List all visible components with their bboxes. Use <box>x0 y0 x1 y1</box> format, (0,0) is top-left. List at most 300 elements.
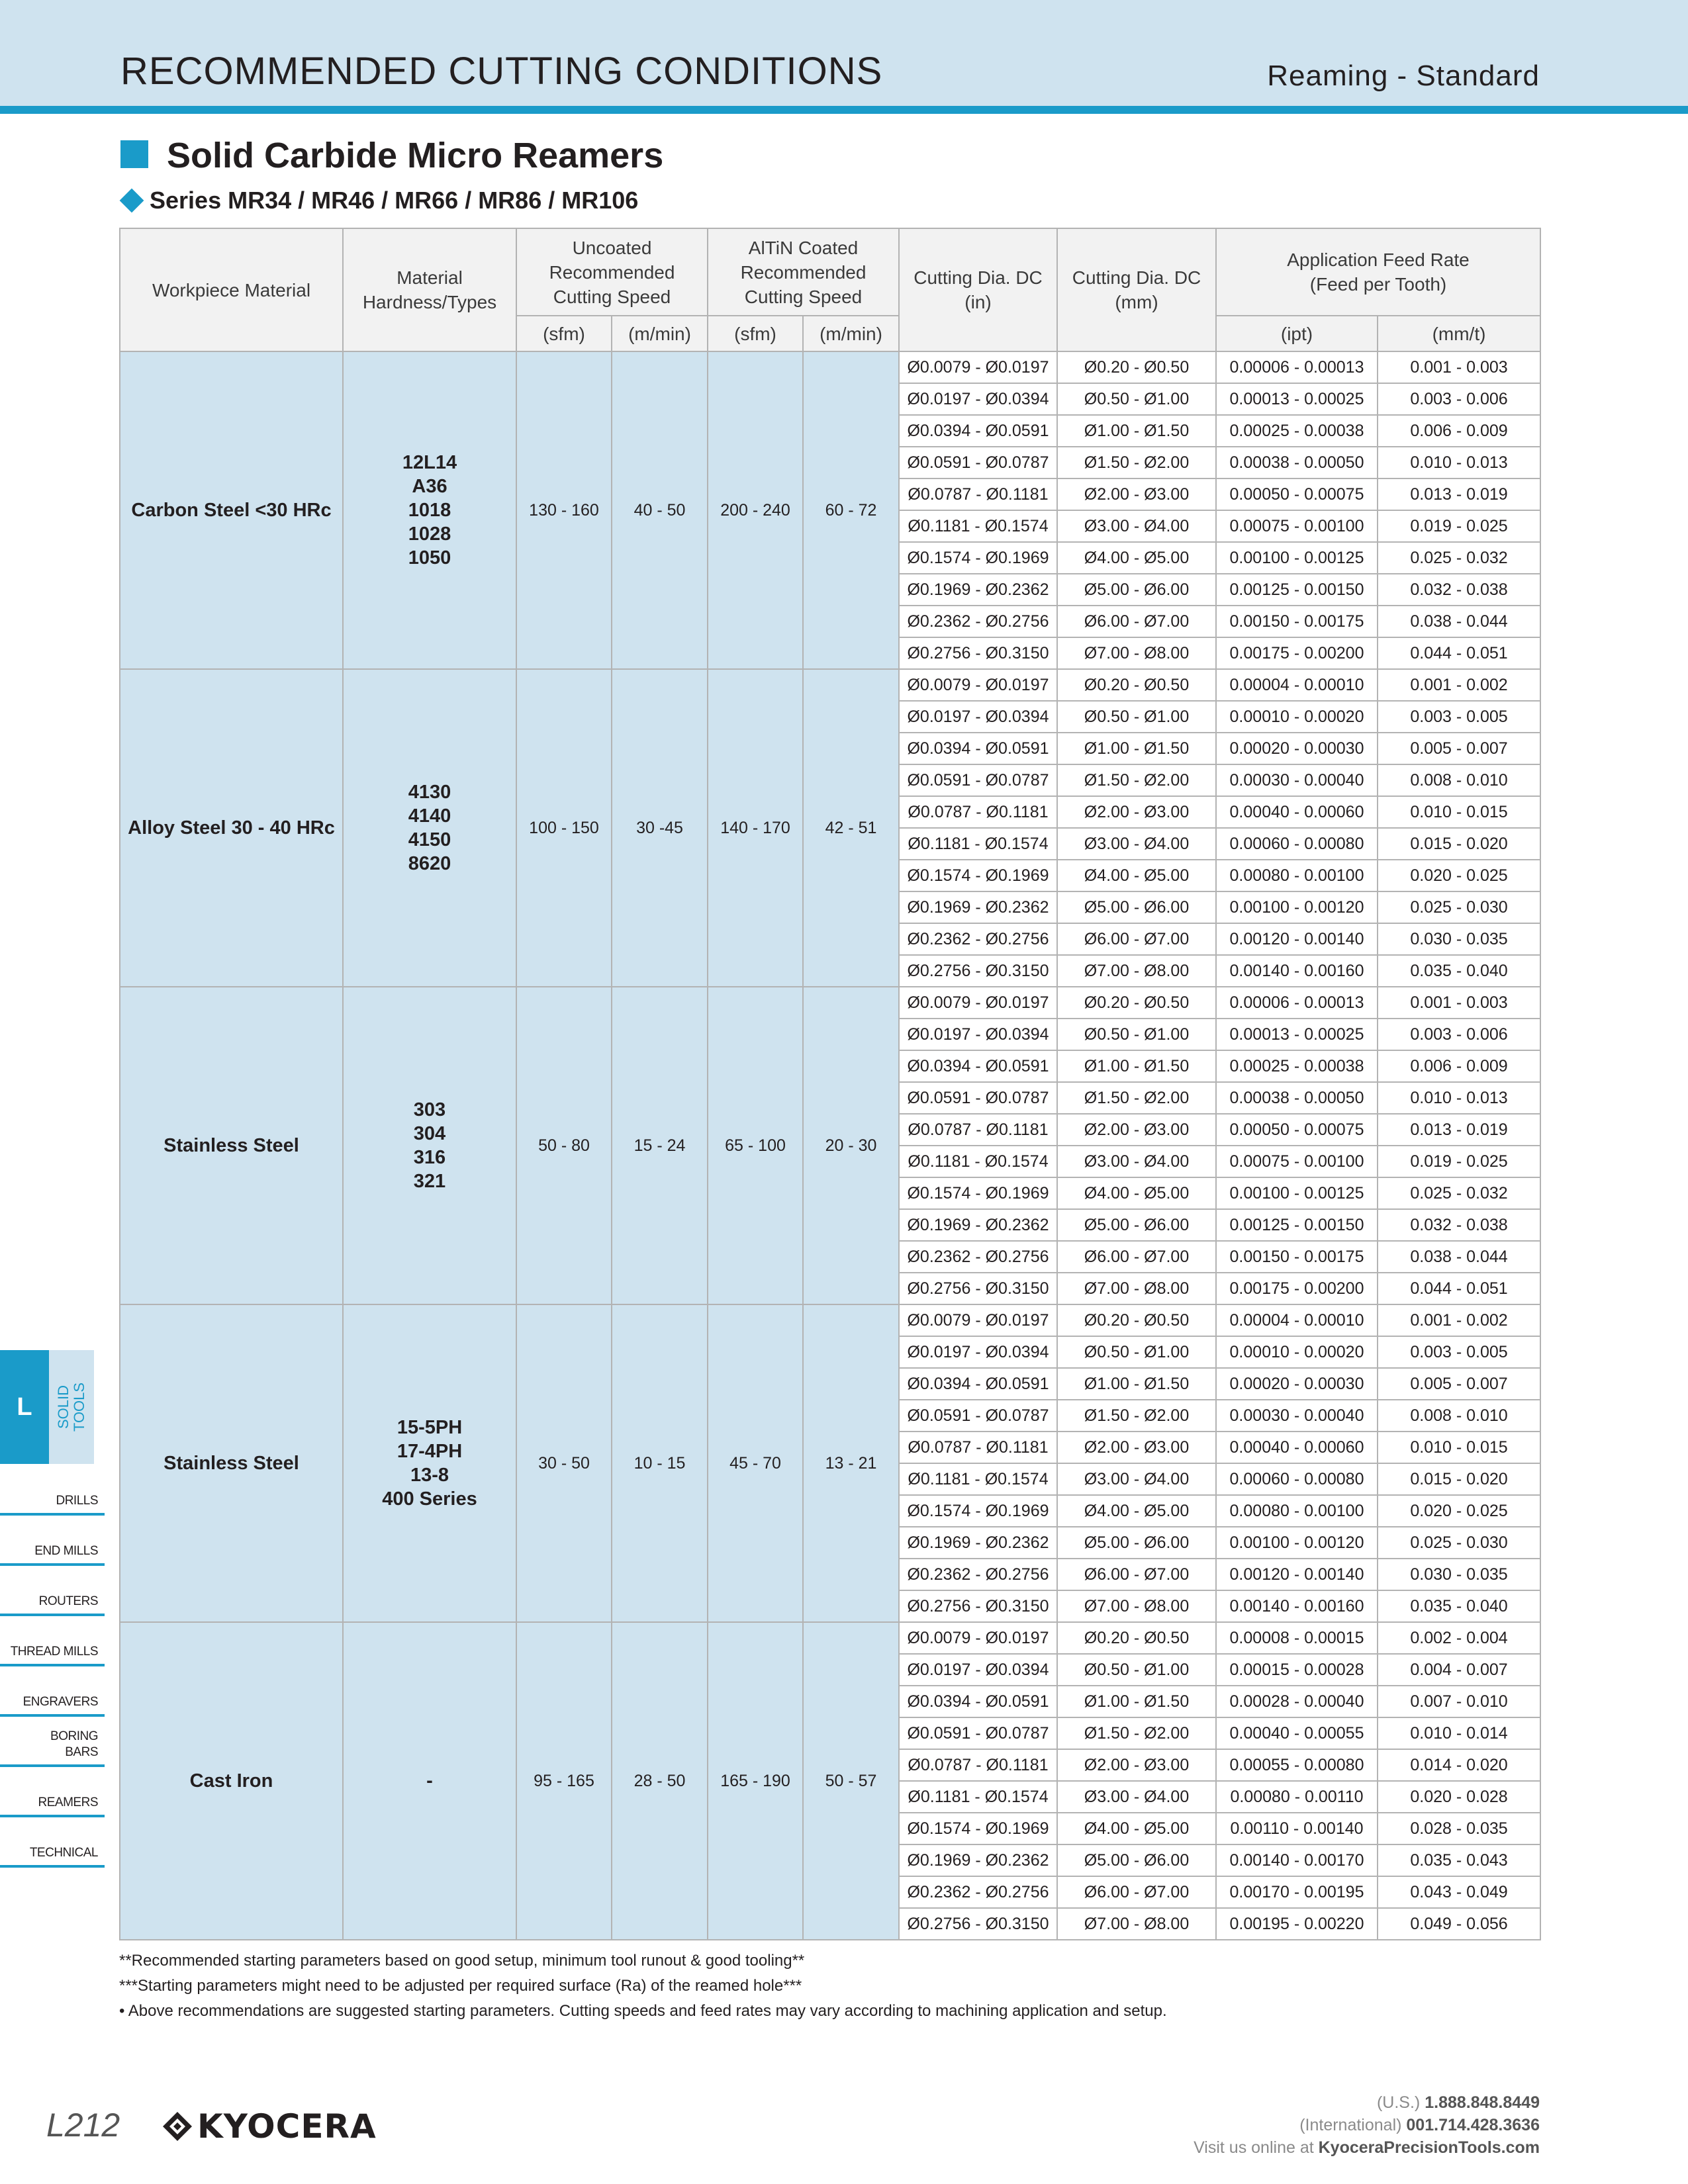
feed-mmt-cell: 0.013 - 0.019 <box>1378 1114 1540 1146</box>
feed-mmt-cell: 0.030 - 0.035 <box>1378 923 1540 955</box>
diameter-in-cell: Ø0.1969 - Ø0.2362 <box>899 1844 1057 1876</box>
us-phone: 1.888.848.8449 <box>1425 2093 1540 2112</box>
feed-ipt-cell: 0.00140 - 0.00160 <box>1216 955 1378 987</box>
feed-mmt-cell: 0.008 - 0.010 <box>1378 764 1540 796</box>
feed-ipt-cell: 0.00050 - 0.00075 <box>1216 1114 1378 1146</box>
diameter-mm-cell: Ø5.00 - Ø6.00 <box>1057 574 1216 606</box>
workpiece-material-cell: Carbon Steel <30 HRc <box>120 351 343 669</box>
feed-ipt-cell: 0.00006 - 0.00013 <box>1216 351 1378 383</box>
uncoated-sfm-cell: 130 - 160 <box>516 351 612 669</box>
feed-ipt-cell: 0.00038 - 0.00050 <box>1216 447 1378 478</box>
material-type: 1018 <box>408 500 451 521</box>
section-tab-label-line: SOLID <box>55 1385 71 1430</box>
diameter-in-cell: Ø0.0394 - Ø0.0591 <box>899 1050 1057 1082</box>
diameter-mm-cell: Ø1.00 - Ø1.50 <box>1057 1686 1216 1717</box>
diameter-mm-cell: Ø3.00 - Ø4.00 <box>1057 1781 1216 1813</box>
feed-ipt-cell: 0.00028 - 0.00040 <box>1216 1686 1378 1717</box>
altin-sfm-cell: 45 - 70 <box>708 1304 803 1622</box>
material-type: A36 <box>412 476 447 497</box>
unit-sfm: (sfm) <box>516 316 612 351</box>
diameter-in-cell: Ø0.1181 - Ø0.1574 <box>899 1146 1057 1177</box>
diameter-mm-cell: Ø1.00 - Ø1.50 <box>1057 415 1216 447</box>
diameter-in-cell: Ø0.0394 - Ø0.0591 <box>899 1686 1057 1717</box>
diameter-in-cell: Ø0.0591 - Ø0.0787 <box>899 1400 1057 1432</box>
feed-ipt-cell: 0.00004 - 0.00010 <box>1216 1304 1378 1336</box>
material-type: 8620 <box>408 853 451 874</box>
diameter-in-cell: Ø0.0394 - Ø0.0591 <box>899 1368 1057 1400</box>
nav-item-engravers[interactable] <box>0 1668 105 1717</box>
feed-mmt-cell: 0.003 - 0.005 <box>1378 1336 1540 1368</box>
diameter-in-cell: Ø0.2362 - Ø0.2756 <box>899 1876 1057 1908</box>
uncoated-sfm-cell: 95 - 165 <box>516 1622 612 1940</box>
material-type: 12L14 <box>402 452 457 473</box>
nav-item-end-mills[interactable] <box>0 1517 105 1566</box>
diameter-in-cell: Ø0.0394 - Ø0.0591 <box>899 733 1057 764</box>
feed-ipt-cell: 0.00120 - 0.00140 <box>1216 1559 1378 1590</box>
feed-mmt-cell: 0.006 - 0.009 <box>1378 1050 1540 1082</box>
feed-ipt-cell: 0.00025 - 0.00038 <box>1216 1050 1378 1082</box>
feed-mmt-cell: 0.038 - 0.044 <box>1378 606 1540 637</box>
feed-ipt-cell: 0.00013 - 0.00025 <box>1216 1019 1378 1050</box>
feed-ipt-cell: 0.00175 - 0.00200 <box>1216 637 1378 669</box>
table-row <box>120 669 1540 701</box>
uncoated-mmin-cell: 10 - 15 <box>612 1304 708 1622</box>
diameter-mm-cell: Ø6.00 - Ø7.00 <box>1057 606 1216 637</box>
workpiece-material-cell: Cast Iron <box>120 1622 343 1940</box>
material-type: 303 <box>413 1099 446 1120</box>
material-type: 15-5PH <box>397 1417 463 1438</box>
diameter-mm-cell: Ø3.00 - Ø4.00 <box>1057 510 1216 542</box>
feed-mmt-cell: 0.003 - 0.006 <box>1378 1019 1540 1050</box>
diameter-in-cell: Ø0.1574 - Ø0.1969 <box>899 1495 1057 1527</box>
table-row <box>120 351 1540 383</box>
feed-ipt-cell: 0.00080 - 0.00100 <box>1216 1495 1378 1527</box>
material-types-cell <box>343 351 516 669</box>
diameter-in-cell: Ø0.0079 - Ø0.0197 <box>899 987 1057 1019</box>
feed-mmt-cell: 0.010 - 0.015 <box>1378 1432 1540 1463</box>
material-type: 1050 <box>408 547 451 569</box>
material-type: 4140 <box>408 805 451 827</box>
diameter-in-cell: Ø0.1969 - Ø0.2362 <box>899 1209 1057 1241</box>
section-tab-letter: L <box>17 1392 32 1421</box>
diameter-mm-cell: Ø6.00 - Ø7.00 <box>1057 1876 1216 1908</box>
diameter-mm-cell: Ø3.00 - Ø4.00 <box>1057 828 1216 860</box>
us-label: (U.S.) <box>1376 2093 1421 2112</box>
feed-ipt-cell: 0.00030 - 0.00040 <box>1216 764 1378 796</box>
uncoated-sfm-cell: 30 - 50 <box>516 1304 612 1622</box>
feed-mmt-cell: 0.010 - 0.013 <box>1378 447 1540 478</box>
diameter-in-cell: Ø0.1969 - Ø0.2362 <box>899 1527 1057 1559</box>
feed-ipt-cell: 0.00110 - 0.00140 <box>1216 1813 1378 1844</box>
feed-ipt-cell: 0.00195 - 0.00220 <box>1216 1908 1378 1940</box>
diameter-in-cell: Ø0.0591 - Ø0.0787 <box>899 764 1057 796</box>
diameter-mm-cell: Ø4.00 - Ø5.00 <box>1057 1177 1216 1209</box>
feed-ipt-cell: 0.00010 - 0.00020 <box>1216 701 1378 733</box>
feed-ipt-cell: 0.00010 - 0.00020 <box>1216 1336 1378 1368</box>
diameter-in-cell: Ø0.2756 - Ø0.3150 <box>899 955 1057 987</box>
nav-item-label: REAMERS <box>38 1796 98 1809</box>
section-title: Solid Carbide Micro Reamers <box>167 136 664 175</box>
note-line: • Above recommendations are suggested starting parameters. Cutting speeds and feed rates may vary according to machining application and setup. <box>119 2002 1167 2020</box>
diameter-in-cell: Ø0.1181 - Ø0.1574 <box>899 1463 1057 1495</box>
nav-item-label: ROUTERS <box>38 1594 98 1608</box>
diameter-in-cell: Ø0.0787 - Ø0.1181 <box>899 796 1057 828</box>
material-type: 4150 <box>408 829 451 850</box>
nav-item-label: ENGRAVERS <box>23 1695 98 1709</box>
intl-phone: 001.714.428.3636 <box>1406 2116 1540 2134</box>
diameter-in-cell: Ø0.1181 - Ø0.1574 <box>899 1781 1057 1813</box>
uncoated-sfm-cell: 50 - 80 <box>516 987 612 1304</box>
diameter-mm-cell: Ø4.00 - Ø5.00 <box>1057 860 1216 891</box>
feed-mmt-cell: 0.008 - 0.010 <box>1378 1400 1540 1432</box>
diameter-mm-cell: Ø7.00 - Ø8.00 <box>1057 637 1216 669</box>
material-type: 321 <box>413 1171 446 1192</box>
altin-mmin-cell: 42 - 51 <box>803 669 899 987</box>
kyocera-logo-icon <box>162 2111 193 2142</box>
altin-mmin-cell: 50 - 57 <box>803 1622 899 1940</box>
nav-item-label: BORING BARS <box>50 1729 98 1759</box>
feed-mmt-cell: 0.020 - 0.025 <box>1378 1495 1540 1527</box>
diameter-in-cell: Ø0.1574 - Ø0.1969 <box>899 1177 1057 1209</box>
uncoated-sfm-cell: 100 - 150 <box>516 669 612 987</box>
feed-ipt-cell: 0.00004 - 0.00010 <box>1216 669 1378 701</box>
nav-item-label: DRILLS <box>56 1494 98 1508</box>
feed-ipt-cell: 0.00060 - 0.00080 <box>1216 1463 1378 1495</box>
diameter-in-cell: Ø0.2756 - Ø0.3150 <box>899 1273 1057 1304</box>
feed-mmt-cell: 0.001 - 0.002 <box>1378 1304 1540 1336</box>
feed-ipt-cell: 0.00025 - 0.00038 <box>1216 415 1378 447</box>
diameter-mm-cell: Ø6.00 - Ø7.00 <box>1057 1241 1216 1273</box>
material-types-cell <box>343 1304 516 1622</box>
feed-mmt-cell: 0.005 - 0.007 <box>1378 733 1540 764</box>
feed-ipt-cell: 0.00040 - 0.00060 <box>1216 796 1378 828</box>
uncoated-mmin-cell: 15 - 24 <box>612 987 708 1304</box>
diameter-in-cell: Ø0.1969 - Ø0.2362 <box>899 574 1057 606</box>
feed-ipt-cell: 0.00008 - 0.00015 <box>1216 1622 1378 1654</box>
feed-mmt-cell: 0.035 - 0.043 <box>1378 1844 1540 1876</box>
diameter-in-cell: Ø0.0197 - Ø0.0394 <box>899 701 1057 733</box>
page-title: RECOMMENDED CUTTING CONDITIONS <box>120 50 883 93</box>
feed-ipt-cell: 0.00038 - 0.00050 <box>1216 1082 1378 1114</box>
nav-item-technical[interactable] <box>0 1819 105 1868</box>
diameter-in-cell: Ø0.0197 - Ø0.0394 <box>899 383 1057 415</box>
diameter-in-cell: Ø0.2756 - Ø0.3150 <box>899 637 1057 669</box>
web-label: Visit us online at <box>1194 2138 1314 2157</box>
diameter-mm-cell: Ø0.20 - Ø0.50 <box>1057 987 1216 1019</box>
uncoated-mmin-cell: 40 - 50 <box>612 351 708 669</box>
section-tab-label <box>49 1350 94 1464</box>
material-types-cell <box>343 669 516 987</box>
feed-mmt-cell: 0.001 - 0.003 <box>1378 987 1540 1019</box>
unit-mmin: (m/min) <box>803 316 899 351</box>
contact-info <box>1194 2091 1540 2159</box>
feed-ipt-cell: 0.00125 - 0.00150 <box>1216 574 1378 606</box>
material-types-cell <box>343 987 516 1304</box>
cutting-conditions-table <box>119 228 1541 1940</box>
nav-item-drills[interactable] <box>0 1467 105 1516</box>
feed-mmt-cell: 0.004 - 0.007 <box>1378 1654 1540 1686</box>
feed-ipt-cell: 0.00100 - 0.00125 <box>1216 1177 1378 1209</box>
diameter-mm-cell: Ø1.50 - Ø2.00 <box>1057 1400 1216 1432</box>
feed-mmt-cell: 0.001 - 0.002 <box>1378 669 1540 701</box>
material-type: 304 <box>413 1123 446 1144</box>
note-line: **Recommended starting parameters based on good setup, minimum tool runout & good tooling** <box>119 1952 805 1970</box>
diameter-in-cell: Ø0.0197 - Ø0.0394 <box>899 1654 1057 1686</box>
nav-item-reamers[interactable] <box>0 1768 105 1817</box>
feed-ipt-cell: 0.00030 - 0.00040 <box>1216 1400 1378 1432</box>
header-dia-in: Cutting Dia. DC (in) <box>899 228 1057 351</box>
nav-item-boring-bars[interactable] <box>0 1718 105 1767</box>
diameter-mm-cell: Ø2.00 - Ø3.00 <box>1057 1749 1216 1781</box>
section-tab-label-line: TOOLS <box>71 1382 87 1432</box>
material-type: 13-8 <box>410 1465 449 1486</box>
altin-sfm-cell: 65 - 100 <box>708 987 803 1304</box>
feed-mmt-cell: 0.035 - 0.040 <box>1378 955 1540 987</box>
diameter-mm-cell: Ø0.50 - Ø1.00 <box>1057 383 1216 415</box>
square-bullet-icon <box>120 140 148 168</box>
table-row <box>120 1622 1540 1654</box>
feed-mmt-cell: 0.032 - 0.038 <box>1378 574 1540 606</box>
feed-ipt-cell: 0.00150 - 0.00175 <box>1216 606 1378 637</box>
diameter-in-cell: Ø0.0394 - Ø0.0591 <box>899 415 1057 447</box>
diameter-mm-cell: Ø1.00 - Ø1.50 <box>1057 733 1216 764</box>
diameter-mm-cell: Ø1.50 - Ø2.00 <box>1057 447 1216 478</box>
diameter-in-cell: Ø0.0197 - Ø0.0394 <box>899 1019 1057 1050</box>
diameter-mm-cell: Ø2.00 - Ø3.00 <box>1057 478 1216 510</box>
side-nav <box>0 1467 105 1869</box>
diameter-in-cell: Ø0.0591 - Ø0.0787 <box>899 1717 1057 1749</box>
page-number: L212 <box>46 2107 120 2144</box>
altin-mmin-cell: 20 - 30 <box>803 987 899 1304</box>
diameter-mm-cell: Ø7.00 - Ø8.00 <box>1057 1273 1216 1304</box>
header-feed: Application Feed Rate (Feed per Tooth) <box>1216 228 1540 316</box>
diameter-mm-cell: Ø7.00 - Ø8.00 <box>1057 1908 1216 1940</box>
feed-mmt-cell: 0.049 - 0.056 <box>1378 1908 1540 1940</box>
feed-mmt-cell: 0.044 - 0.051 <box>1378 1273 1540 1304</box>
header-workpiece: Workpiece Material <box>120 228 343 351</box>
feed-ipt-cell: 0.00020 - 0.00030 <box>1216 733 1378 764</box>
diameter-in-cell: Ø0.0591 - Ø0.0787 <box>899 1082 1057 1114</box>
header-dia-mm: Cutting Dia. DC (mm) <box>1057 228 1216 351</box>
feed-ipt-cell: 0.00100 - 0.00120 <box>1216 1527 1378 1559</box>
diameter-mm-cell: Ø1.50 - Ø2.00 <box>1057 1082 1216 1114</box>
material-type: 4130 <box>408 782 451 803</box>
feed-mmt-cell: 0.006 - 0.009 <box>1378 415 1540 447</box>
diameter-in-cell: Ø0.0787 - Ø0.1181 <box>899 1114 1057 1146</box>
page-subtitle: Reaming - Standard <box>1267 60 1540 92</box>
table-body <box>120 351 1540 1940</box>
diameter-in-cell: Ø0.0079 - Ø0.0197 <box>899 1622 1057 1654</box>
feed-ipt-cell: 0.00120 - 0.00140 <box>1216 923 1378 955</box>
feed-ipt-cell: 0.00055 - 0.00080 <box>1216 1749 1378 1781</box>
nav-item-label: TECHNICAL <box>29 1846 98 1860</box>
nav-item-thread-mills[interactable] <box>0 1617 105 1666</box>
altin-sfm-cell: 140 - 170 <box>708 669 803 987</box>
feed-ipt-cell: 0.00080 - 0.00110 <box>1216 1781 1378 1813</box>
diameter-mm-cell: Ø2.00 - Ø3.00 <box>1057 1432 1216 1463</box>
diameter-mm-cell: Ø2.00 - Ø3.00 <box>1057 1114 1216 1146</box>
diameter-mm-cell: Ø1.00 - Ø1.50 <box>1057 1368 1216 1400</box>
feed-mmt-cell: 0.003 - 0.006 <box>1378 383 1540 415</box>
workpiece-material-cell: Stainless Steel <box>120 1304 343 1622</box>
feed-mmt-cell: 0.001 - 0.003 <box>1378 351 1540 383</box>
feed-ipt-cell: 0.00100 - 0.00125 <box>1216 542 1378 574</box>
feed-ipt-cell: 0.00013 - 0.00025 <box>1216 383 1378 415</box>
unit-mmin: (m/min) <box>612 316 708 351</box>
diameter-in-cell: Ø0.1181 - Ø0.1574 <box>899 510 1057 542</box>
diameter-in-cell: Ø0.0787 - Ø0.1181 <box>899 1749 1057 1781</box>
diameter-mm-cell: Ø0.20 - Ø0.50 <box>1057 1622 1216 1654</box>
diameter-mm-cell: Ø0.50 - Ø1.00 <box>1057 701 1216 733</box>
material-type: 400 Series <box>382 1488 477 1510</box>
diameter-in-cell: Ø0.2362 - Ø0.2756 <box>899 606 1057 637</box>
unit-mmt: (mm/t) <box>1378 316 1540 351</box>
diameter-in-cell: Ø0.0079 - Ø0.0197 <box>899 1304 1057 1336</box>
diamond-bullet-icon <box>120 189 144 213</box>
kyocera-logo-text: KYOCERA <box>197 2107 377 2146</box>
feed-mmt-cell: 0.015 - 0.020 <box>1378 828 1540 860</box>
feed-ipt-cell: 0.00140 - 0.00170 <box>1216 1844 1378 1876</box>
altin-mmin-cell: 60 - 72 <box>803 351 899 669</box>
diameter-mm-cell: Ø6.00 - Ø7.00 <box>1057 923 1216 955</box>
header-altin: AlTiN Coated Recommended Cutting Speed <box>708 228 899 316</box>
intl-label: (International) <box>1299 2116 1402 2134</box>
diameter-mm-cell: Ø1.50 - Ø2.00 <box>1057 764 1216 796</box>
feed-ipt-cell: 0.00050 - 0.00075 <box>1216 478 1378 510</box>
feed-mmt-cell: 0.010 - 0.014 <box>1378 1717 1540 1749</box>
series-title: Series MR34 / MR46 / MR66 / MR86 / MR106 <box>150 187 639 214</box>
feed-mmt-cell: 0.014 - 0.020 <box>1378 1749 1540 1781</box>
header-rule <box>0 106 1688 114</box>
note-line: ***Starting parameters might need to be adjusted per required surface (Ra) of the reamed hole*** <box>119 1977 802 1995</box>
uncoated-mmin-cell: 28 - 50 <box>612 1622 708 1940</box>
diameter-in-cell: Ø0.2362 - Ø0.2756 <box>899 923 1057 955</box>
diameter-mm-cell: Ø4.00 - Ø5.00 <box>1057 1495 1216 1527</box>
diameter-mm-cell: Ø0.50 - Ø1.00 <box>1057 1019 1216 1050</box>
feed-ipt-cell: 0.00175 - 0.00200 <box>1216 1273 1378 1304</box>
diameter-in-cell: Ø0.2362 - Ø0.2756 <box>899 1559 1057 1590</box>
unit-sfm: (sfm) <box>708 316 803 351</box>
feed-mmt-cell: 0.010 - 0.015 <box>1378 796 1540 828</box>
feed-mmt-cell: 0.032 - 0.038 <box>1378 1209 1540 1241</box>
feed-ipt-cell: 0.00020 - 0.00030 <box>1216 1368 1378 1400</box>
header-uncoated: Uncoated Recommended Cutting Speed <box>516 228 708 316</box>
feed-ipt-cell: 0.00006 - 0.00013 <box>1216 987 1378 1019</box>
diameter-mm-cell: Ø5.00 - Ø6.00 <box>1057 1527 1216 1559</box>
feed-ipt-cell: 0.00060 - 0.00080 <box>1216 828 1378 860</box>
diameter-mm-cell: Ø0.20 - Ø0.50 <box>1057 351 1216 383</box>
diameter-in-cell: Ø0.0197 - Ø0.0394 <box>899 1336 1057 1368</box>
diameter-in-cell: Ø0.1574 - Ø0.1969 <box>899 860 1057 891</box>
diameter-in-cell: Ø0.1574 - Ø0.1969 <box>899 1813 1057 1844</box>
feed-ipt-cell: 0.00075 - 0.00100 <box>1216 510 1378 542</box>
material-type: 1028 <box>408 523 451 545</box>
feed-mmt-cell: 0.038 - 0.044 <box>1378 1241 1540 1273</box>
material-type: - <box>426 1770 433 1792</box>
diameter-in-cell: Ø0.1969 - Ø0.2362 <box>899 891 1057 923</box>
header-hardness: Material Hardness/Types <box>343 228 516 351</box>
feed-mmt-cell: 0.010 - 0.013 <box>1378 1082 1540 1114</box>
diameter-mm-cell: Ø7.00 - Ø8.00 <box>1057 955 1216 987</box>
diameter-in-cell: Ø0.0079 - Ø0.0197 <box>899 351 1057 383</box>
feed-ipt-cell: 0.00170 - 0.00195 <box>1216 1876 1378 1908</box>
diameter-mm-cell: Ø7.00 - Ø8.00 <box>1057 1590 1216 1622</box>
feed-ipt-cell: 0.00080 - 0.00100 <box>1216 860 1378 891</box>
feed-mmt-cell: 0.005 - 0.007 <box>1378 1368 1540 1400</box>
diameter-in-cell: Ø0.0591 - Ø0.0787 <box>899 447 1057 478</box>
feed-mmt-cell: 0.044 - 0.051 <box>1378 637 1540 669</box>
diameter-mm-cell: Ø0.20 - Ø0.50 <box>1057 669 1216 701</box>
feed-mmt-cell: 0.025 - 0.030 <box>1378 1527 1540 1559</box>
diameter-mm-cell: Ø4.00 - Ø5.00 <box>1057 542 1216 574</box>
diameter-in-cell: Ø0.1181 - Ø0.1574 <box>899 828 1057 860</box>
unit-ipt: (ipt) <box>1216 316 1378 351</box>
feed-ipt-cell: 0.00100 - 0.00120 <box>1216 891 1378 923</box>
feed-mmt-cell: 0.030 - 0.035 <box>1378 1559 1540 1590</box>
feed-mmt-cell: 0.025 - 0.032 <box>1378 1177 1540 1209</box>
feed-ipt-cell: 0.00040 - 0.00055 <box>1216 1717 1378 1749</box>
nav-item-label: THREAD MILLS <box>10 1645 98 1659</box>
material-type: 17-4PH <box>397 1441 463 1462</box>
diameter-in-cell: Ø0.0787 - Ø0.1181 <box>899 478 1057 510</box>
diameter-mm-cell: Ø3.00 - Ø4.00 <box>1057 1463 1216 1495</box>
diameter-mm-cell: Ø3.00 - Ø4.00 <box>1057 1146 1216 1177</box>
feed-ipt-cell: 0.00140 - 0.00160 <box>1216 1590 1378 1622</box>
feed-mmt-cell: 0.007 - 0.010 <box>1378 1686 1540 1717</box>
feed-ipt-cell: 0.00125 - 0.00150 <box>1216 1209 1378 1241</box>
feed-mmt-cell: 0.025 - 0.032 <box>1378 542 1540 574</box>
uncoated-mmin-cell: 30 -45 <box>612 669 708 987</box>
diameter-mm-cell: Ø5.00 - Ø6.00 <box>1057 1209 1216 1241</box>
altin-sfm-cell: 165 - 190 <box>708 1622 803 1940</box>
nav-item-label: END MILLS <box>34 1544 98 1558</box>
altin-mmin-cell: 13 - 21 <box>803 1304 899 1622</box>
feed-ipt-cell: 0.00015 - 0.00028 <box>1216 1654 1378 1686</box>
diameter-mm-cell: Ø2.00 - Ø3.00 <box>1057 796 1216 828</box>
notes <box>119 1948 1167 2024</box>
diameter-mm-cell: Ø1.50 - Ø2.00 <box>1057 1717 1216 1749</box>
kyocera-logo <box>162 2107 377 2146</box>
feed-ipt-cell: 0.00075 - 0.00100 <box>1216 1146 1378 1177</box>
material-types-cell <box>343 1622 516 1940</box>
diameter-mm-cell: Ø0.50 - Ø1.00 <box>1057 1336 1216 1368</box>
diameter-in-cell: Ø0.2756 - Ø0.3150 <box>899 1590 1057 1622</box>
feed-mmt-cell: 0.013 - 0.019 <box>1378 478 1540 510</box>
table-row <box>120 1304 1540 1336</box>
diameter-in-cell: Ø0.0787 - Ø0.1181 <box>899 1432 1057 1463</box>
feed-mmt-cell: 0.015 - 0.020 <box>1378 1463 1540 1495</box>
workpiece-material-cell: Stainless Steel <box>120 987 343 1304</box>
diameter-mm-cell: Ø0.50 - Ø1.00 <box>1057 1654 1216 1686</box>
feed-ipt-cell: 0.00150 - 0.00175 <box>1216 1241 1378 1273</box>
feed-mmt-cell: 0.003 - 0.005 <box>1378 701 1540 733</box>
diameter-mm-cell: Ø0.20 - Ø0.50 <box>1057 1304 1216 1336</box>
feed-mmt-cell: 0.043 - 0.049 <box>1378 1876 1540 1908</box>
diameter-mm-cell: Ø6.00 - Ø7.00 <box>1057 1559 1216 1590</box>
altin-sfm-cell: 200 - 240 <box>708 351 803 669</box>
feed-mmt-cell: 0.019 - 0.025 <box>1378 1146 1540 1177</box>
feed-mmt-cell: 0.002 - 0.004 <box>1378 1622 1540 1654</box>
feed-ipt-cell: 0.00040 - 0.00060 <box>1216 1432 1378 1463</box>
diameter-mm-cell: Ø1.00 - Ø1.50 <box>1057 1050 1216 1082</box>
workpiece-material-cell: Alloy Steel 30 - 40 HRc <box>120 669 343 987</box>
web-link[interactable]: KyoceraPrecisionTools.com <box>1318 2138 1540 2157</box>
feed-mmt-cell: 0.025 - 0.030 <box>1378 891 1540 923</box>
feed-mmt-cell: 0.020 - 0.025 <box>1378 860 1540 891</box>
feed-mmt-cell: 0.019 - 0.025 <box>1378 510 1540 542</box>
nav-item-routers[interactable] <box>0 1567 105 1616</box>
table-row <box>120 987 1540 1019</box>
